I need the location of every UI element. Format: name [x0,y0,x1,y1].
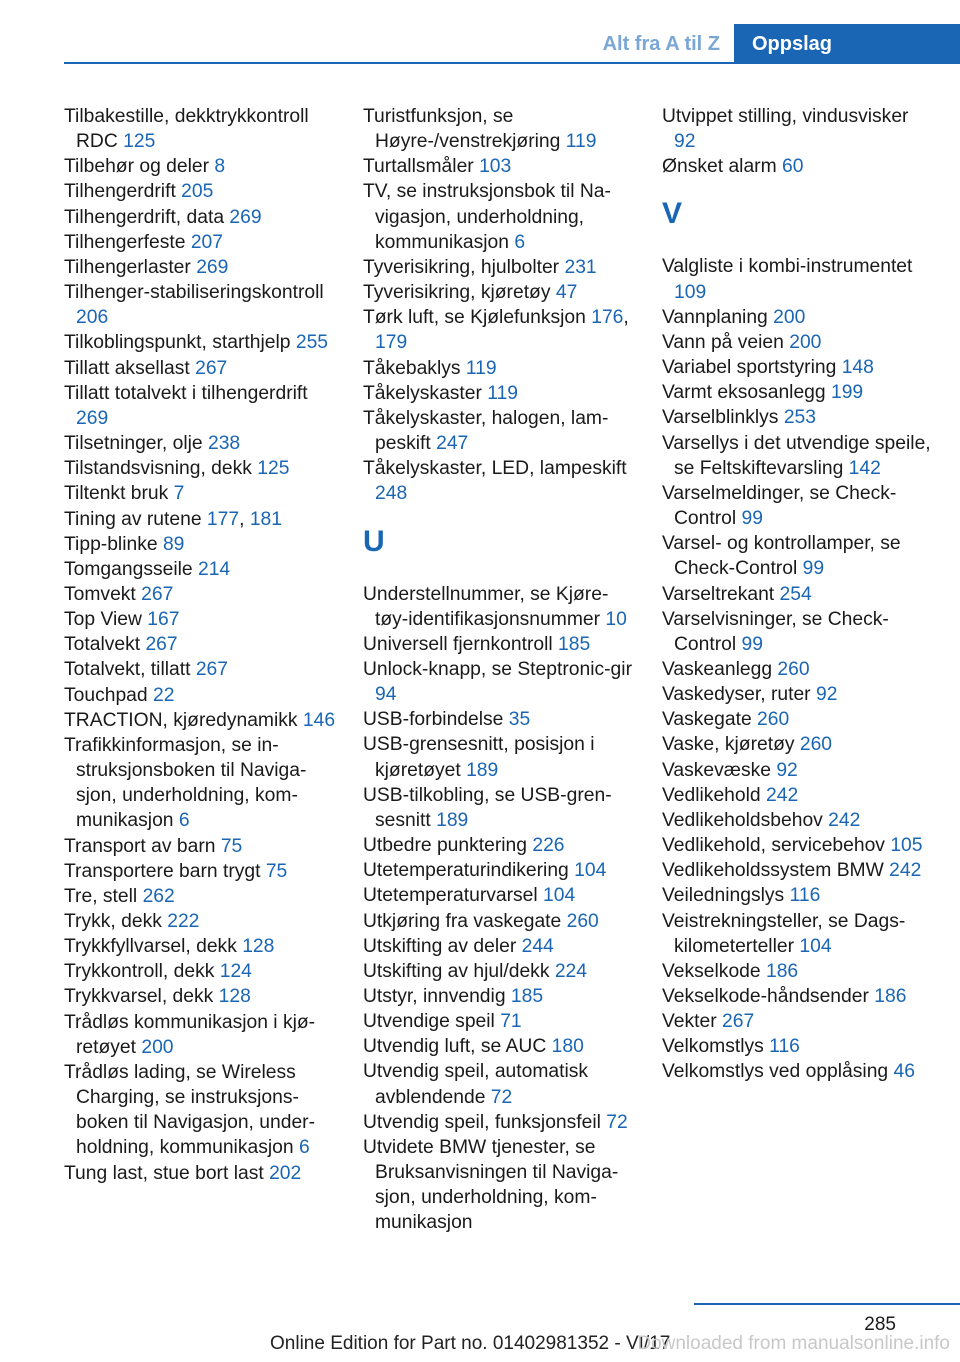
index-entry-term: Vekter [662,1011,717,1033]
index-entry-term: Turtallsmåler [363,156,474,178]
page-reference-link[interactable]: 253 [783,407,816,429]
index-entry-term: Vaskedyser, ruter [662,684,811,706]
page-reference-link[interactable]: 189 [436,809,469,831]
index-entry [662,808,934,833]
page-reference-link[interactable]: 119 [487,382,519,404]
index-entry [64,657,336,682]
index-entry-term: Unlock-knapp, se Steptronic-gir [363,658,632,680]
index-entry [363,381,635,406]
index-entry [64,205,336,230]
index-entry-term: Varselmeldinger, se Check-Control [662,482,897,530]
page-reference-link[interactable]: 22 [152,684,175,706]
index-entry-term: Tung last, stue bort last [64,1162,264,1184]
footer-rule [694,1303,960,1305]
index-entry [64,834,336,859]
index-entry-term: Vekselkode [662,960,761,982]
page-reference-link[interactable]: 89 [162,533,185,555]
index-entry-term: Tipp-blinke [64,533,158,555]
index-entry-term: Tining av rutene [64,508,202,530]
index-entry [662,758,934,783]
page-reference-link[interactable]: 75 [220,835,243,857]
index-entry-term: Utvippet stilling, vindusvisker [662,106,909,127]
page-reference-link[interactable]: 205 [181,181,214,203]
index-entry-term: Velkomstlys [662,1036,764,1058]
index-entry [363,582,635,632]
index-entry-term: Tre, stell [64,885,138,907]
index-entry [363,1009,635,1034]
index-entry: Tining av rutene 177, 181 [64,508,282,530]
page-reference-link[interactable]: 72 [606,1111,628,1133]
index-entry [662,582,934,607]
index-entry-term: USB-tilkobling, se USB-grensesnitt [363,784,612,831]
page-reference-link[interactable]: 179 [375,332,408,354]
index-entry-term: Utvendig speil, automatisk avblendende [363,1061,589,1108]
index-entry [363,456,635,506]
page-reference-link[interactable]: 222 [167,911,200,932]
index-entry-term: USB-grensesnitt, posisjon i kjøretøyet [363,734,595,781]
page-reference-link[interactable]: 269 [229,206,262,228]
page-reference-link[interactable]: 206 [76,307,109,329]
page-reference-link[interactable]: 92 [776,759,798,781]
index-column-3 [662,104,934,1085]
index-entry [64,582,336,607]
page-reference-link[interactable]: 72 [490,1086,513,1108]
index-entry-term: Vaskevæske [662,759,771,781]
page-reference-link[interactable]: 207 [190,231,223,253]
index-column-2 [363,104,635,1236]
index-entry [64,154,336,179]
header-section-label: Alt fra A til Z [602,33,720,55]
page-reference-link[interactable]: 200 [789,331,822,353]
page-reference-link[interactable]: 99 [741,508,763,530]
page-reference-link[interactable]: 103 [479,156,512,178]
page-reference-link[interactable]: 248 [375,483,408,505]
index-entry-term: Vedlikeholdsbehov [662,809,823,831]
index-entry-term: Top View [64,609,142,631]
index-entry-term: Utbedre punktering [363,835,527,857]
page-reference-link[interactable]: 92 [815,684,838,706]
page-reference-link[interactable]: 260 [566,910,599,932]
index-entry [662,783,934,808]
index-entry [64,909,336,934]
index-entry [662,154,934,179]
index-entry [662,104,934,154]
page-reference-link[interactable]: 231 [564,256,597,278]
page-reference-link[interactable]: 262 [142,885,175,907]
page-reference-link[interactable]: 242 [828,809,861,831]
index-entry-term: Tilkoblingspunkt, starthjelp [64,332,291,354]
index-entry [64,1161,336,1186]
index-entry [363,255,635,280]
page-reference-link[interactable]: 185 [510,986,544,1007]
page-reference-link[interactable]: 224 [554,960,587,982]
index-entry-term: Utetemperaturvarsel [363,885,538,907]
index-entry-term: Vekselkode-håndsender [662,986,869,1007]
index-entry [662,607,934,657]
index-entry [363,179,635,254]
index-entry-term: Tomgangsseile [64,558,193,580]
index-entry [64,280,336,330]
index-entry-term: Turistfunksjon, se Høyre-/venstrekjøring [363,106,561,153]
index-entry-term: Veistrekningsteller, se Dagskilometerteller [662,910,906,957]
index-entry-term: Tillatt totalvekt i tilhengerdrift [64,382,308,404]
index-entry [662,330,934,355]
index-entry [64,381,336,431]
index-entry [64,179,336,204]
index-entry [662,254,934,304]
index-entry-term: Tilbakestille, dekktrykkontroll RDC [64,106,309,153]
index-entry [64,356,336,381]
page-reference-link[interactable]: 267 [195,659,228,681]
index-entry [64,532,336,557]
page-reference-link[interactable]: 214 [197,558,231,580]
index-entry-term: Varsel- og kontrollamper, se Check-Control [662,533,901,580]
index-entry [363,959,635,984]
index-entry [64,632,336,657]
index-entry [363,783,635,833]
index-entry-term: Tilhengerdrift, data [64,206,225,228]
index-entry-term: Tilhengerlaster [64,256,191,278]
index-entry-term: Velkomstlys ved opplåsing [662,1061,889,1083]
index-entry-term: Tyverisikring, kjøretøy [363,282,551,304]
page-reference-link[interactable]: 35 [508,709,531,731]
index-entry [662,1009,934,1034]
index-entry [64,1010,336,1060]
page-reference-link[interactable]: 148 [841,357,874,379]
index-entry: Tørk luft, se Kjølefunksjon 176, 179 [363,307,629,354]
index-entry [64,683,336,708]
index-entry [662,657,934,682]
index-entry-term: Tåkebaklys [363,357,461,379]
page-reference-link[interactable]: 267 [195,357,228,379]
page-reference-link[interactable]: 104 [543,885,576,907]
page-reference-link[interactable]: 254 [779,583,812,605]
index-entry-term: Tilhengerdrift [64,181,176,203]
index-entry-term: Tilstandsvisning, dekk [64,458,252,480]
page-reference-link[interactable]: 92 [674,131,696,153]
index-entry-term: Utvendige speil [363,1011,495,1033]
index-entry-term: TRACTION, kjøredynamikk [64,709,298,731]
index-entry [662,531,934,581]
page-reference-link[interactable]: 200 [773,306,806,328]
index-entry-term: Transport av barn [64,835,216,857]
page-reference-link[interactable]: 46 [893,1061,915,1083]
page-reference-link[interactable]: 267 [141,583,174,605]
page-reference-link[interactable]: 7 [173,483,185,505]
index-entry-term: Trådløs lading, se Wireless Charging, se instruksjonsboken til Navigasjon, underholdning, kommunikasjon [64,1061,316,1159]
index-entry [662,732,934,757]
page-reference-link[interactable]: 124 [219,961,252,983]
index-entry-term: Varselvisninger, se Check-Control [662,608,889,655]
index-entry-term: Tilbehør og deler [64,156,210,178]
index-entry-term: Trykk, dekk [64,911,162,932]
index-entry-term: Totalvekt, tillatt [64,659,191,681]
page-reference-link[interactable]: 242 [889,860,922,882]
page-reference-link[interactable]: 242 [766,784,799,806]
index-letter-heading: U [363,524,385,558]
index-entry [64,1060,336,1161]
index-entry [363,356,635,381]
page-reference-link[interactable]: 119 [565,131,597,153]
index-entry-term: Trykkfyllvarsel, dekk [64,936,237,958]
header-tab-oppslag: Oppslag [734,24,960,64]
index-entry [64,934,336,959]
index-entry-term: Tilhengerfeste [64,231,186,253]
index-entry-term: Utkjøring fra vaskegate [363,910,562,932]
page-reference-link[interactable]: 267 [145,634,178,656]
page-reference-link[interactable]: 104 [799,935,832,957]
index-entry-term: Varmt eksosanlegg [662,382,826,404]
index-entry-term: Veiledningslys [662,885,785,907]
index-entry [363,1135,635,1236]
index-entry-term: Universell fjernkontroll [363,633,553,655]
index-entry [662,305,934,330]
index-entry [662,355,934,380]
page-reference-link[interactable]: 177 [206,508,240,530]
index-entry-term: Vedlikehold [662,784,761,806]
index-entry [363,104,635,154]
edition-note: Online Edition for Part no. 01402981352 - VI/17 [270,1333,671,1354]
index-entry [662,1034,934,1059]
index-entry-term: Vaske, kjøretøy [662,734,795,756]
page-reference-link[interactable]: 186 [874,986,907,1007]
page-reference-link[interactable]: 8 [214,156,226,178]
index-entry [363,1059,635,1109]
index-entry [64,708,336,733]
page-reference-link[interactable]: 128 [242,936,275,958]
page-reference-link[interactable]: 125 [257,458,290,480]
index-entry [363,1034,635,1059]
page-reference-link[interactable]: 260 [757,709,790,731]
index-entry [64,859,336,884]
page-reference-link[interactable]: 269 [76,407,109,429]
page-reference-link[interactable]: 6 [178,810,190,832]
index-entry-term: Utstyr, innvendig [363,986,506,1007]
index-entry-term: Trykkvarsel, dekk [64,986,214,1008]
index-entry-term: Vannplaning [662,306,768,328]
index-entry-term: Vaskegate [662,709,752,731]
page-reference-link[interactable]: 109 [674,281,707,303]
page-reference-link[interactable]: 200 [141,1036,174,1058]
page-reference-link[interactable]: 255 [295,332,329,354]
page-reference-link[interactable]: 260 [777,658,810,680]
index-entry-term: Varselblinklys [662,407,779,429]
page-reference-link[interactable]: 202 [269,1162,302,1184]
index-entry-term: Tåkelyskaster [363,382,482,404]
page-reference-link[interactable]: 75 [265,860,288,882]
index-entry [64,984,336,1009]
index-entry-term: USB-forbindelse [363,709,504,731]
index-entry [64,456,336,481]
index-entry [662,833,934,858]
page-reference-link[interactable]: 180 [551,1036,584,1058]
page-reference-link[interactable]: 226 [532,835,565,857]
index-entry [662,405,934,430]
index-entry-term: TV, se instruksjonsbok til Navigasjon, underholdning, kommunikasjon [363,181,611,253]
index-entry [64,330,336,355]
page-reference-link[interactable]: 99 [802,558,825,580]
index-entry-term: Tomvekt [64,583,136,605]
index-entry-term: Varsellys i det utvendige speile, se Feltskiftevarsling [662,432,931,479]
page-reference-link[interactable]: 185 [558,633,591,655]
index-entry-term: Trådløs kommunikasjon i kjøretøyet [64,1011,316,1058]
index-entry [662,883,934,908]
page-reference-link[interactable]: 6 [514,231,526,253]
index-entry [662,380,934,405]
index-entry [64,884,336,909]
index-entry-term: Utvendig luft, se AUC [363,1036,547,1058]
index-letter-heading: V [662,197,683,231]
index-entry [363,632,635,657]
index-entry [662,1059,934,1084]
index-entry [363,406,635,456]
index-entry-term: Ønsket alarm [662,156,777,178]
page-reference-link[interactable]: 181 [249,508,282,530]
index-entry [363,909,635,934]
index-entry-term: Tillatt aksellast [64,357,190,379]
page-reference-link[interactable]: 247 [436,433,469,455]
index-entry-term: Vedlikeholdssystem BMW [662,860,884,882]
page-reference-link[interactable]: 60 [782,156,804,178]
index-entry [363,858,635,883]
index-entry [662,431,934,481]
index-entry [363,707,635,732]
index-entry [662,707,934,732]
index-entry-term: Trykkontroll, dekk [64,961,215,983]
index-entry-term: Utskifting av hjul/dekk [363,960,550,982]
index-entry [363,657,635,707]
index-entry [662,682,934,707]
page-reference-link[interactable]: 238 [207,433,241,455]
index-entry-term: Tiltenkt bruk [64,483,169,505]
index-entry [64,481,336,506]
index-entry-term: Vaskeanlegg [662,658,773,680]
page-reference-link[interactable]: 47 [555,282,578,304]
index-entry-term: Vedlikehold, servicebehov [662,835,885,857]
index-entry [662,858,934,883]
page-reference-link[interactable]: 94 [375,684,397,706]
index-entry-term: Varseltrekant [662,583,775,605]
index-entry [64,607,336,632]
index-entry-term: Trafikkinformasjon, se instruksjonsboken til Navigasjon, underholdning, kommunikasjon [64,734,307,832]
index-entry-term: Utetemperaturindikering [363,860,569,882]
page-reference-link[interactable]: 105 [890,835,923,857]
index-entry [363,280,635,305]
page-reference-link[interactable]: 10 [605,608,627,630]
index-entry-term: Tørk luft, se Kjølefunksjon [363,307,586,329]
watermark: Downloaded from manualsonline.info [637,1333,950,1354]
index-entry [363,833,635,858]
index-entry [64,431,336,456]
index-entry [64,104,336,154]
index-entry [662,959,934,984]
index-entry-term: Tåkelyskaster, halogen, lampeskift [363,407,609,455]
index-entry-term: Valgliste i kombi-instrumentet [662,256,913,278]
page-reference-link[interactable]: 176 [591,307,624,329]
index-entry [662,481,934,531]
index-entry [363,883,635,908]
index-entry-term: Utskifting av deler [363,935,517,957]
page-reference-link[interactable]: 6 [298,1137,310,1159]
index-entry [64,255,336,280]
page-reference-link[interactable]: 199 [830,382,864,404]
index-entry-term: Tilhenger-stabiliseringskontroll [64,282,324,304]
page-reference-link[interactable]: 189 [466,759,499,781]
page-reference-link[interactable]: 119 [465,357,497,379]
index-column-1 [64,104,336,1186]
index-entry-term: Utvendig speil, funksjonsfeil [363,1111,601,1133]
page-reference-link[interactable]: 116 [769,1036,800,1058]
index-entry-term: Tilsetninger, olje [64,433,203,455]
index-entry-term: Tåkelyskaster, LED, lampeskift [363,458,627,480]
index-entry [363,984,635,1009]
index-entry [363,934,635,959]
index-entry [363,732,635,782]
page-reference-link[interactable]: 125 [123,131,156,153]
index-entry-term: Utvidete BMW tjenester, se Bruksanvisningen til Navigasjon, underholdning, kommunikasjon [363,1136,619,1234]
index-entry-term: Vann på veien [662,331,784,353]
index-entry-term: Transportere barn trygt [64,860,261,882]
page-reference-link[interactable]: 99 [741,633,763,655]
header-rule [64,62,960,64]
page-reference-link[interactable]: 104 [574,860,607,882]
index-entry [363,154,635,179]
index-entry [662,984,934,1009]
index-entry [64,959,336,984]
page-reference-link[interactable]: 146 [302,709,336,731]
index-entry-term: Tyverisikring, hjulbolter [363,256,560,278]
index-entry [64,230,336,255]
index-entry [662,909,934,959]
index-entry [363,1110,635,1135]
index-entry-term: Variabel sportstyring [662,357,837,379]
index-entry-term: Totalvekt [64,634,141,656]
index-entry-term: Touchpad [64,684,148,706]
page-reference-link[interactable]: 267 [722,1011,755,1033]
page-reference-link[interactable]: 167 [147,609,180,631]
page-reference-link[interactable]: 71 [500,1011,522,1033]
index-entry [64,733,336,834]
page-reference-link[interactable]: 244 [521,935,554,957]
page-reference-link[interactable]: 269 [196,256,229,278]
page-reference-link[interactable]: 186 [765,960,799,982]
page-reference-link[interactable]: 128 [218,986,251,1008]
page-number: 285 [864,1314,896,1335]
index-entry [64,557,336,582]
index-entry-term: Understellnummer, se Kjøretøy-identifikasjonsnummer [363,583,609,630]
page-reference-link[interactable]: 116 [789,885,821,907]
page-reference-link[interactable]: 260 [799,734,833,756]
page-reference-link[interactable]: 142 [848,457,881,479]
